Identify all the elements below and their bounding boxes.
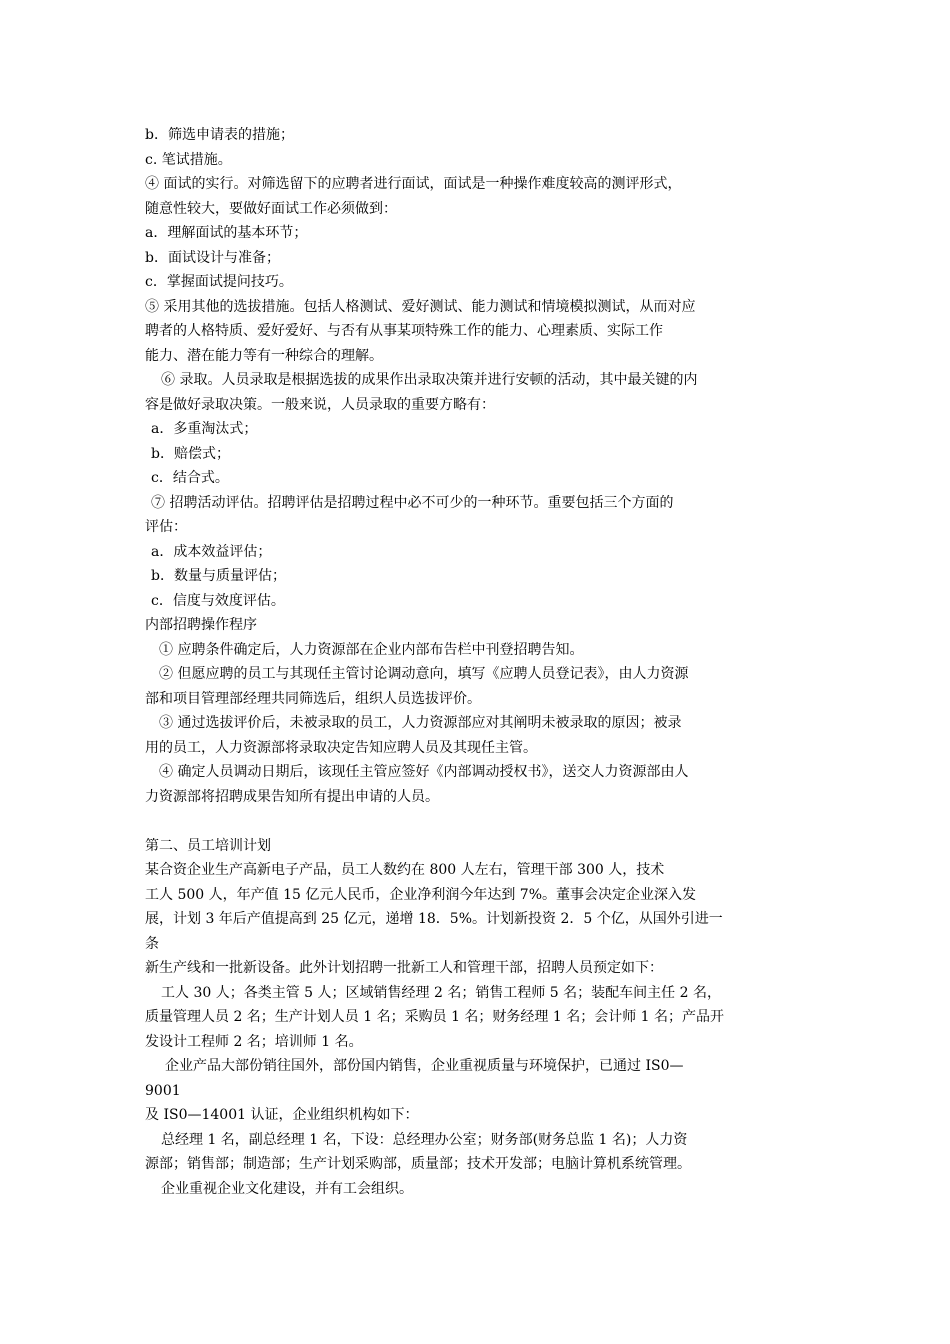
- text-line: c．信度与效度评估。: [151, 592, 285, 609]
- blank-line: [145, 809, 810, 834]
- text-line: c．结合式。: [151, 470, 229, 486]
- text-line: ④ 面试的实行。对筛选留下的应聘者进行面试，面试是一种操作难度较高的测评形式，: [145, 176, 682, 192]
- text-line: 内部招聘操作程序: [145, 617, 257, 633]
- text-line: 9001: [145, 1082, 181, 1099]
- text-line: 第二、员工培训计划: [145, 837, 271, 854]
- text-line: ④ 确定人员调动日期后，该现任主管应签好《内部调动授权书》，送交人力资源部由人: [159, 764, 689, 780]
- text-line: 某合资企业生产高新电子产品，员工人数约在 800 人左右，管理干部 300 人，技术: [145, 862, 665, 878]
- text-line: ⑦ 招聘活动评估。招聘评估是招聘过程中必不可少的一种环节。重要包括三个方面的: [151, 494, 674, 511]
- text-line: c. 笔试措施。: [145, 151, 232, 168]
- text-line: 条: [145, 935, 159, 952]
- text-line: 企业重视企业文化建设，并有工会组织。: [161, 1180, 413, 1197]
- text-line: b．赔偿式；: [151, 445, 230, 462]
- document-body: [145, 123, 810, 1201]
- text-line: a．理解面试的基本环节；: [145, 225, 308, 241]
- text-line: 评估：: [145, 519, 187, 535]
- text-line: 工人 500 人，年产值 15 亿元人民币，企业净利润今年达到 7%。董事会决定企业深入发: [145, 886, 696, 903]
- text-line: 部和项目管理部经理共同筛选后，组织人员选拔评价。: [145, 690, 481, 707]
- text-line: 及 IS0—14001 认证，企业组织机构如下：: [145, 1107, 419, 1123]
- text-line: 质量管理人员 2 名；生产计划人员 1 名；采购员 1 名；财务经理 1 名；会计师 1 名；产品开: [145, 1009, 725, 1025]
- text-line: b．筛选申请表的措施；: [145, 127, 294, 143]
- text-line: 容是做好录取决策。一般来说，人员录取的重要方略有：: [145, 396, 495, 413]
- text-line: 源部；销售部；制造部；生产计划采购部，质量部；技术开发部；电脑计算机系统管理。: [145, 1156, 691, 1172]
- text-line: a．多重淘汰式；: [151, 421, 258, 437]
- text-line: 总经理 1 名，副总经理 1 名，下设：总经理办公室；财务部(财务总监 1 名)；人力资: [161, 1131, 688, 1148]
- text-line: ① 应聘条件确定后，人力资源部在企业内部布告栏中刊登招聘告知。: [159, 641, 584, 658]
- text-line: ⑤ 采用其他的选拔措施。包括人格测试、爱好测试、能力测试和情境模拟测试，从而对应: [145, 298, 696, 315]
- text-line: 随意性较大，要做好面试工作必须做到：: [145, 200, 397, 217]
- text-line: 展，计划 3 年后产值提高到 25 亿元，递增 18．5%。计划新投资 2．5 个亿，从国外引进一: [145, 911, 723, 927]
- text-line: b．面试设计与准备；: [145, 249, 280, 266]
- text-line: ③ 通过选拔评价后，未被录取的员工，人力资源部应对其阐明未被录取的原因；被录: [159, 715, 682, 731]
- text-line: 新生产线和一批新设备。此外计划招聘一批新工人和管理干部，招聘人员预定如下：: [145, 960, 663, 976]
- text-line: ⑥ 录取。人员录取是根据选拔的成果作出录取决策并进行安顿的活动，其中最关键的内: [161, 372, 698, 388]
- text-line: ② 但愿应聘的员工与其现任主管讨论调动意向，填写《应聘人员登记表》，由人力资源: [159, 666, 689, 682]
- text-line: b．数量与质量评估；: [151, 568, 286, 584]
- text-line: 企业产品大部份销往国外，部份国内销售，企业重视质量与环境保护，已通过 IS0—: [165, 1058, 684, 1074]
- text-line: 用的员工，人力资源部将录取决定告知应聘人员及其现任主管。: [145, 739, 537, 756]
- text-line: 能力、潜在能力等有一种综合的理解。: [145, 347, 383, 364]
- text-line: 力资源部将招聘成果告知所有提出申请的人员。: [145, 788, 439, 805]
- text-line: 聘者的人格特质、爱好爱好、与否有从事某项特殊工作的能力、心理素质、实际工作: [145, 323, 663, 339]
- text-line: a．成本效益评估；: [151, 543, 272, 560]
- text-line: 工人 30 人；各类主管 5 人；区域销售经理 2 名；销售工程师 5 名；装配车间主任 2 名，: [161, 984, 721, 1001]
- text-line: c．掌握面试提问技巧。: [145, 274, 293, 290]
- text-line: 发设计工程师 2 名；培训师 1 名。: [145, 1033, 363, 1050]
